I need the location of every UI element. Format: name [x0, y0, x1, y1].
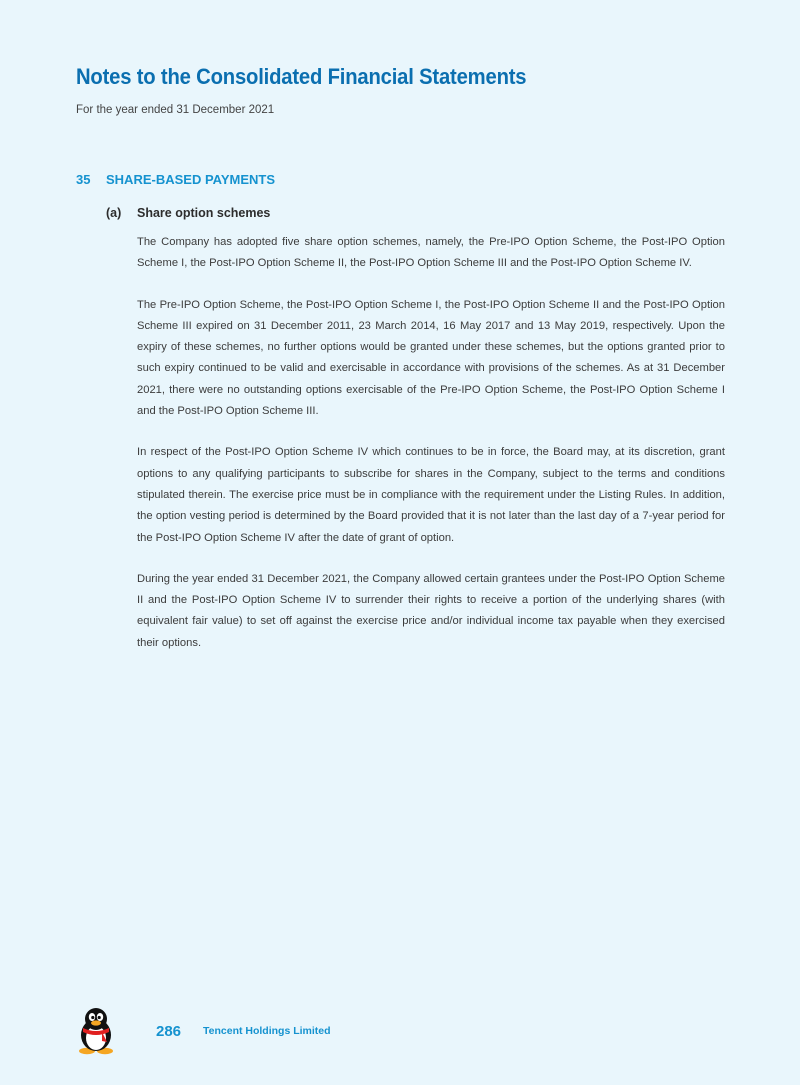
- page-number: 286: [156, 1023, 182, 1040]
- subsection-title: Share option schemes: [137, 206, 271, 220]
- paragraph: The Company has adopted five share option schemes, namely, the Pre-IPO Option Scheme, the Post-IPO Option Scheme I, the Post-IPO Option Scheme II, the Post-IPO Option Scheme III and the Post-IPO Option Scheme IV.: [137, 236, 725, 270]
- company-name: Tencent Holdings Limited: [203, 1025, 331, 1037]
- penguin-icon: [76, 1007, 116, 1055]
- section-heading: [76, 172, 275, 187]
- subsection-number: (a): [106, 206, 122, 220]
- section-title: SHARE-BASED PAYMENTS: [106, 172, 276, 187]
- page-subtitle: For the year ended 31 December 2021: [76, 104, 275, 116]
- subsection-heading: [106, 206, 270, 220]
- paragraph: In respect of the Post-IPO Option Scheme IV which continues to be in force, the Board may, at its discretion, grant options to any qualifying participants to subscribe for shares in the Company, subject to the terms and conditions stipulated therein. The exercise price must be in compliance with the requirement under the Listing Rules. In addition, the option vesting period is determined by the Board provided that it is not later than the last day of a 7-year period for the Post-IPO Option Scheme IV after the date of grant of option.: [137, 446, 725, 544]
- paragraph: The Pre-IPO Option Scheme, the Post-IPO Option Scheme I, the Post-IPO Option Scheme II and the Post-IPO Option Scheme III expired on 31 December 2011, 23 March 2014, 16 May 2017 and 13 May 2019, respectively. Upon the expiry of these schemes, no further options would be granted under these schemes, but the options granted prior to such expiry continued to be valid and exercisable in accordance with provisions of the schemes. As at 31 December 2021, there were no outstanding options exercisable of the Pre-IPO Option Scheme, the Post-IPO Option Scheme I and the Post-IPO Option Scheme III.: [137, 298, 725, 418]
- paragraph: During the year ended 31 December 2021, the Company allowed certain grantees under the Post-IPO Option Scheme II and the Post-IPO Option Scheme IV to surrender their rights to receive a portion of the underlying shares (with equivalent fair value) to set off against the exercise price and/or individual income tax payable when they exercised their options.: [137, 572, 725, 649]
- section-number: 35: [76, 172, 91, 187]
- body-text: [137, 232, 725, 674]
- page-title: Notes to the Consolidated Financial Statements: [76, 64, 527, 89]
